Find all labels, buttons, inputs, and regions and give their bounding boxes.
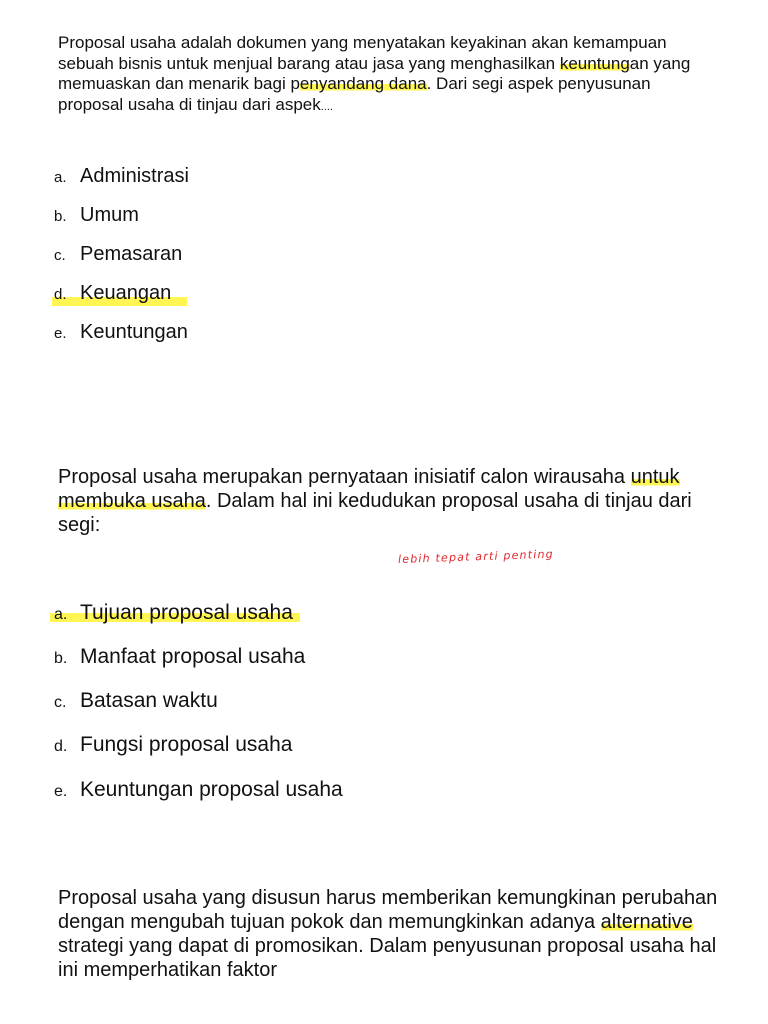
q1-option-e[interactable] xyxy=(54,321,188,349)
q1-option-a[interactable] xyxy=(54,165,189,193)
option-text: Pemasaran xyxy=(80,243,183,265)
highlight-mark: keuntung xyxy=(559,53,630,73)
option-text: Fungsi proposal usaha xyxy=(80,733,293,756)
option-text: Batasan waktu xyxy=(80,689,218,712)
highlight-mark: alternative xyxy=(600,911,693,933)
option-text: Keuntungan proposal usaha xyxy=(80,778,343,801)
highlight-mark: untuk membuka usaha xyxy=(58,466,680,512)
option-text: Keuangan xyxy=(80,282,172,304)
option-text: Manfaat proposal usaha xyxy=(80,645,306,668)
option-letter: c. xyxy=(54,694,67,711)
option-letter: e. xyxy=(54,325,67,342)
option-letter: a. xyxy=(54,169,67,186)
q2-option-b[interactable] xyxy=(54,645,305,673)
q2-option-a[interactable] xyxy=(54,601,293,629)
option-text: Tujuan proposal usaha xyxy=(80,601,293,624)
handwritten-note: lebih tepat arti penting xyxy=(397,547,555,566)
option-letter: b. xyxy=(54,650,68,667)
option-text: Umum xyxy=(80,204,139,226)
option-letter: d. xyxy=(54,286,67,303)
highlight-mark: enyandang dana xyxy=(299,74,427,93)
question-1-text: Proposal usaha adalah dokumen yang menyatakan keyakinan akan kemampuan sebuah bisnis untuk menjual barang atau jasa yang menghasilkan keuntungan yang memuaskan dan menarik bagi penyandang dana. Dari segi aspek penyusunan proposal usaha di tinjau dari aspek.... xyxy=(58,33,691,114)
question-2-text: Proposal usaha merupakan pernyataan inisiatif calon wirausaha untuk membuka usaha. Dalam hal ini kedudukan proposal usaha di tinjau dari segi: xyxy=(58,466,692,536)
option-letter: a. xyxy=(54,606,68,623)
q2-option-d[interactable] xyxy=(54,733,292,761)
option-text: Keuntungan xyxy=(80,321,188,343)
option-text: Administrasi xyxy=(80,165,189,187)
q2-option-c[interactable] xyxy=(54,689,218,717)
q2-option-e[interactable] xyxy=(54,778,343,806)
option-letter: e. xyxy=(54,783,68,800)
q1-option-c[interactable] xyxy=(54,243,182,271)
q1-option-b[interactable] xyxy=(54,204,139,232)
option-letter: d. xyxy=(54,738,68,755)
q1-option-d[interactable] xyxy=(54,282,171,310)
option-letter: b. xyxy=(54,208,67,225)
option-letter: c. xyxy=(54,247,66,264)
question-3-text: Proposal usaha yang disusun harus memberikan kemungkinan perubahan dengan mengubah tujuan pokok dan memungkinkan adanya alternative strategi yang dapat di promosikan. Dalam penyusunan proposal usaha hal ini memperhatikan faktor xyxy=(58,887,718,981)
